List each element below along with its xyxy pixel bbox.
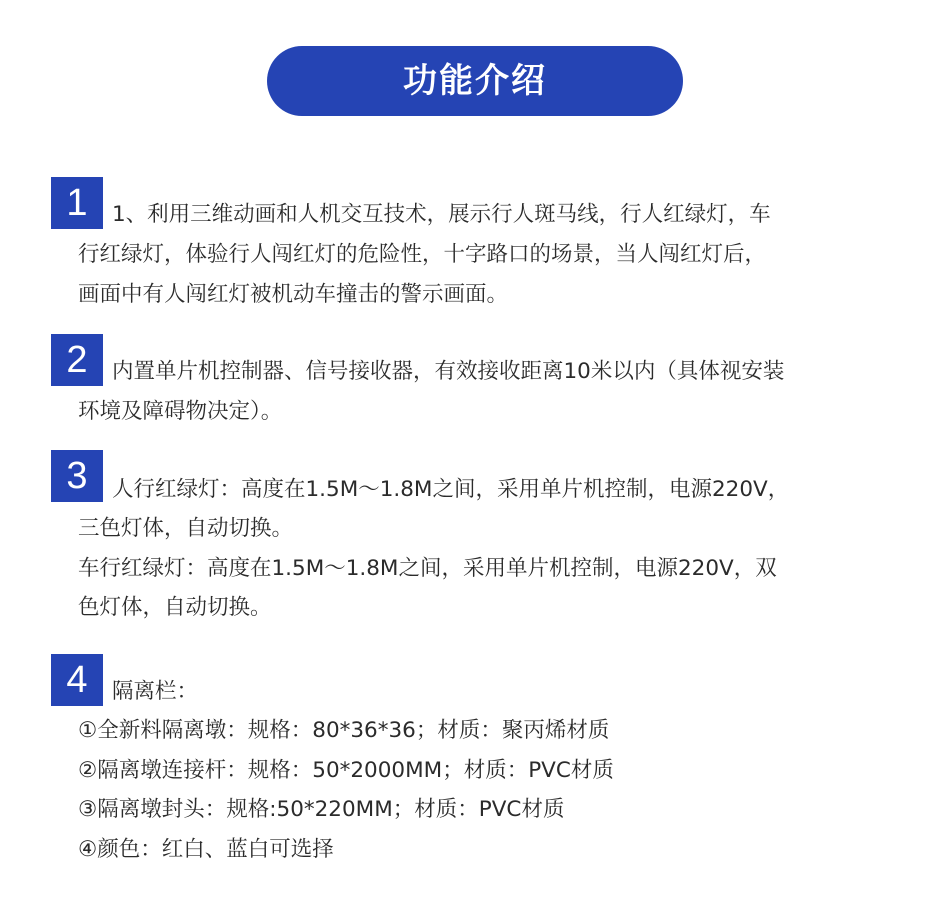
section-number-badge-2: 2 bbox=[51, 334, 103, 386]
section-3-line-1: 人行红绿灯：高度在1.5M～1.8M之间，采用单片机控制，电源220V， bbox=[112, 477, 790, 502]
section-number-badge-3: 3 bbox=[51, 450, 103, 502]
section-4-line-3: ②隔离墩连接杆：规格：50*2000MM；材质：PVC材质 bbox=[78, 758, 614, 783]
section-1-line-3: 画面中有人闯红灯被机动车撞击的警示画面。 bbox=[78, 282, 509, 307]
section-4-line-4: ③隔离墩封头：规格:50*220MM；材质：PVC材质 bbox=[78, 797, 565, 822]
section-1-line-2: 行红绿灯，体验行人闯红灯的危险性，十字路口的场景，当人闯红灯后， bbox=[78, 242, 767, 267]
section-3-line-3: 车行红绿灯：高度在1.5M～1.8M之间，采用单片机控制，电源220V，双 bbox=[78, 556, 777, 581]
section-4-line-5: ④颜色：红白、蓝白可选择 bbox=[78, 837, 334, 862]
section-title: 功能介绍 bbox=[267, 46, 683, 116]
section-3-line-4: 色灯体，自动切换。 bbox=[78, 595, 272, 620]
section-3-line-2: 三色灯体，自动切换。 bbox=[78, 516, 294, 541]
section-2-line-2: 环境及障碍物决定）。 bbox=[78, 399, 283, 424]
section-number-badge-4: 4 bbox=[51, 654, 103, 706]
section-1-line-1: 1、利用三维动画和人机交互技术，展示行人斑马线，行人红绿灯，车 bbox=[112, 202, 771, 227]
section-2-line-1: 内置单片机控制器、信号接收器，有效接收距离10米以内（具体视安装 bbox=[112, 359, 785, 384]
section-4-line-2: ①全新料隔离墩：规格：80*36*36；材质：聚丙烯材质 bbox=[78, 718, 610, 743]
section-number-badge-1: 1 bbox=[51, 177, 103, 229]
section-4-line-1: 隔离栏： bbox=[112, 679, 199, 704]
